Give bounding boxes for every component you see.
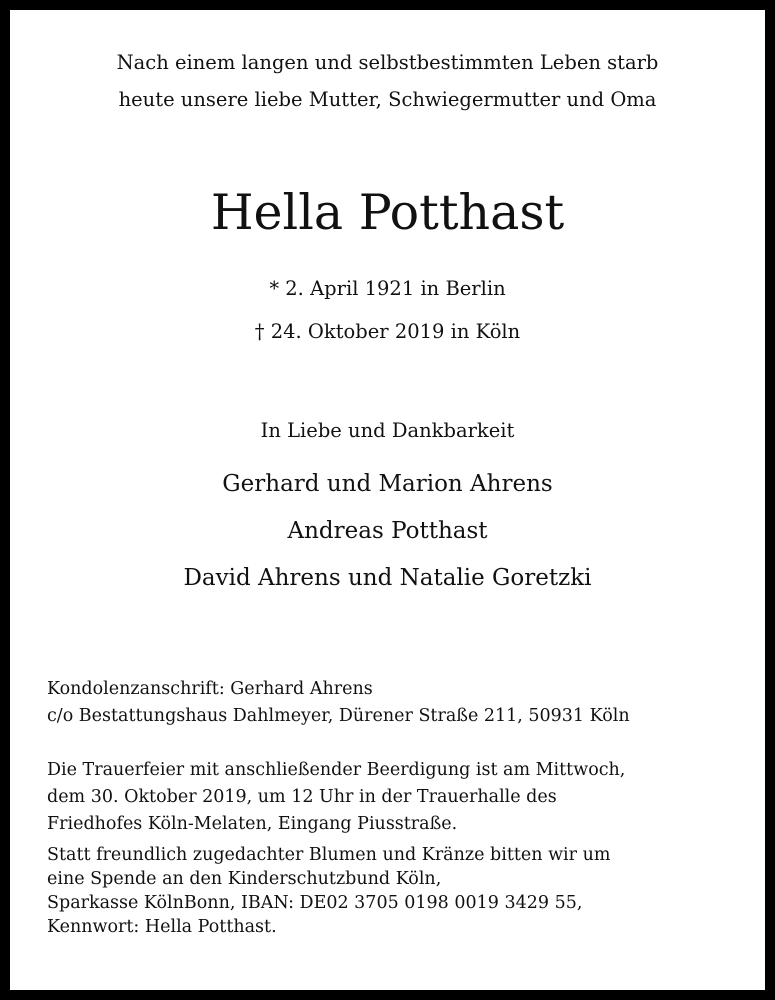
donation-line-4: Kennwort: Hella Potthast.: [47, 917, 277, 937]
donation-line-1: Statt freundlich zugedachter Blumen und Kränze bitten wir um: [47, 845, 611, 865]
condolence-address: [47, 676, 761, 730]
condolence-line-2: c/o Bestattungshaus Dahlmeyer, Dürener Straße 211, 50931 Köln: [47, 706, 630, 726]
mourner-name: David Ahrens und Natalie Goretzki: [183, 565, 592, 591]
intro-text: [10, 44, 765, 118]
life-dates: [10, 267, 765, 353]
mourners-heading: In Liebe und Dankbarkeit: [260, 419, 515, 442]
mourner-name: Andreas Potthast: [287, 518, 488, 544]
mourners-list: [10, 461, 765, 602]
ceremony-line-3: Friedhofes Köln-Melaten, Eingang Piusstraße.: [47, 814, 458, 834]
death-date: † 24. Oktober 2019 in Köln: [254, 320, 521, 343]
intro-line-2: heute unsere liebe Mutter, Schwiegermutter und Oma: [118, 88, 657, 111]
deceased-name: Hella Potthast: [210, 184, 565, 241]
ceremony-line-1: Die Trauerfeier mit anschließender Beerdigung ist am Mittwoch,: [47, 760, 626, 780]
donation-line-2: eine Spende an den Kinderschutzbund Köln,: [47, 869, 442, 889]
intro-line-1: Nach einem langen und selbstbestimmten Leben starb: [116, 51, 659, 74]
ceremony-info: [47, 757, 761, 838]
birth-date: * 2. April 1921 in Berlin: [269, 277, 506, 300]
donation-line-3: Sparkasse KölnBonn, IBAN: DE02 3705 0198 0019 3429 55,: [47, 893, 583, 913]
mourner-name: Gerhard und Marion Ahrens: [222, 471, 553, 497]
condolence-line-1: Kondolenzanschrift: Gerhard Ahrens: [47, 679, 373, 699]
donation-info: [47, 843, 761, 939]
ceremony-line-2: dem 30. Oktober 2019, um 12 Uhr in der Trauerhalle des: [47, 787, 557, 807]
